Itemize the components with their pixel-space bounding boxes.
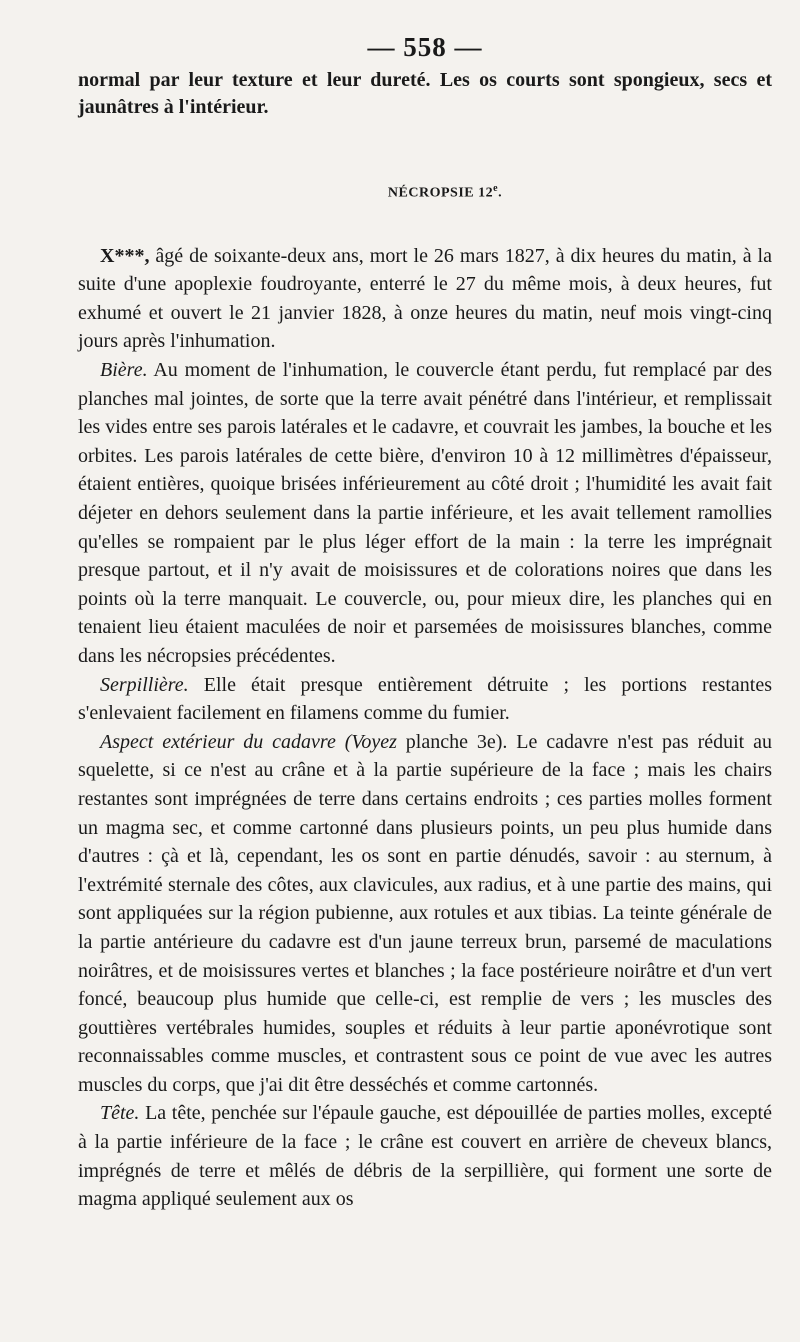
paragraph-tete — [78, 1099, 772, 1213]
intro-paragraph: normal par leur texture et leur dureté. Les os courts sont spongieux, secs et jaunâtres à l'intérieur. — [78, 69, 772, 118]
section-heading-end: . — [498, 185, 503, 201]
aspect-text: planche 3e). Le cadavre n'est pas réduit au squelette, si ce n'est au crâne et à la partie supérieure de la face ; mais les chairs restantes sont imprégnées de terre dans certains endroits ; ces parties molles forment un magma sec, et comme cartonné dans plusieurs points, un peu plus humide dans d'autres : çà et là, cependant, les os sont en partie dénudés, savoir : au sternum, à l'extrémité sternale des côtes, aux clavicules, aux radius, et à une partie des mains, qui sont appliquées sur la région pubienne, aux rotules et aux tibias. La teinte générale de la partie antérieure du cadavre est d'un jaune terreux brun, parsemé de maculations noirâtres, et de moisissures vertes et blanches ; la face postérieure noirâtre et d'un vert foncé, beaucoup plus humide que celle-ci, est remplie de vers ; les muscles des gouttières vertébrales humides, souples et réduits à leur partie aponévrotique sont reconnaissables comme muscles, et contrastent sous ce point de vue avec les autres muscles du corps, que j'ai dit être desséchés et comme cartonnés. — [78, 730, 772, 1096]
serpilliere-lead: Serpillière. — [100, 673, 189, 696]
subject-lead: X***, — [100, 244, 150, 267]
serpilliere-text: Elle était presque entièrement détruite ; les portions restantes s'enlevaient facilement en filamens comme du fumier. — [78, 673, 772, 725]
biere-lead: Bière. — [100, 359, 148, 382]
page-number: — 558 — — [367, 32, 483, 62]
section-heading-text: NÉCROPSIE 12 — [387, 185, 494, 201]
tete-lead: Tête. — [100, 1102, 140, 1125]
biere-text: Au moment de l'inhumation, le couvercle étant perdu, fut remplacé par des planches mal jointes, de sorte que la terre avait pénétré dans l'intérieur, et remplissait les vides entre ses parois latérales et le cadavre, et couvrait les jambes, la bouche et les orbites. Les parois latérales de cette bière, d'environ 10 à 12 millimètres d'épaisseur, étaient entières, quoique brisées inférieurement au côté droit ; l'humidité les avait fait déjeter en dehors seulement dans la partie inférieure, et les avait tellement ramollies qu'elles se rompaient par le plus léger effort de la main : la terre les imprégnait presque partout, et il n'y avait de moisissures et de colorations noires que dans les points où la terre manquait. Le couvercle, ou, pour mieux dire, les planches qui en tenaient lieu étaient maculées de noir et parsemées de moisissures blanches, comme dans les nécropsies précédentes. — [78, 359, 772, 667]
paragraph-biere — [78, 356, 772, 671]
aspect-lead: Aspect extérieur du cadavre (Voyez — [100, 730, 397, 753]
section-heading-sup: e — [493, 183, 499, 194]
paragraph-subject — [78, 242, 772, 356]
subject-text: âgé de soixante-deux ans, mort le 26 mars 1827, à dix heures du matin, à la suite d'une apoplexie foudroyante, enterré le 27 du même mois, à deux heures, fut exhumé et ouvert le 21 janvier 1828, à onze heures du matin, neuf mois vingt-cinq jours après l'inhumation. — [78, 244, 772, 353]
paragraph-serpilliere — [78, 671, 772, 728]
section-heading — [78, 183, 772, 202]
paragraph-aspect — [78, 728, 772, 1100]
tete-text: La tête, penchée sur l'épaule gauche, est dépouillée de parties molles, excepté à la partie inférieure de la face ; le crâne est couvert en arrière de cheveux blancs, imprégnés de terre et mêlés de débris de la serpillière, qui forment une sorte de magma appliqué seulement aux os — [78, 1102, 772, 1211]
